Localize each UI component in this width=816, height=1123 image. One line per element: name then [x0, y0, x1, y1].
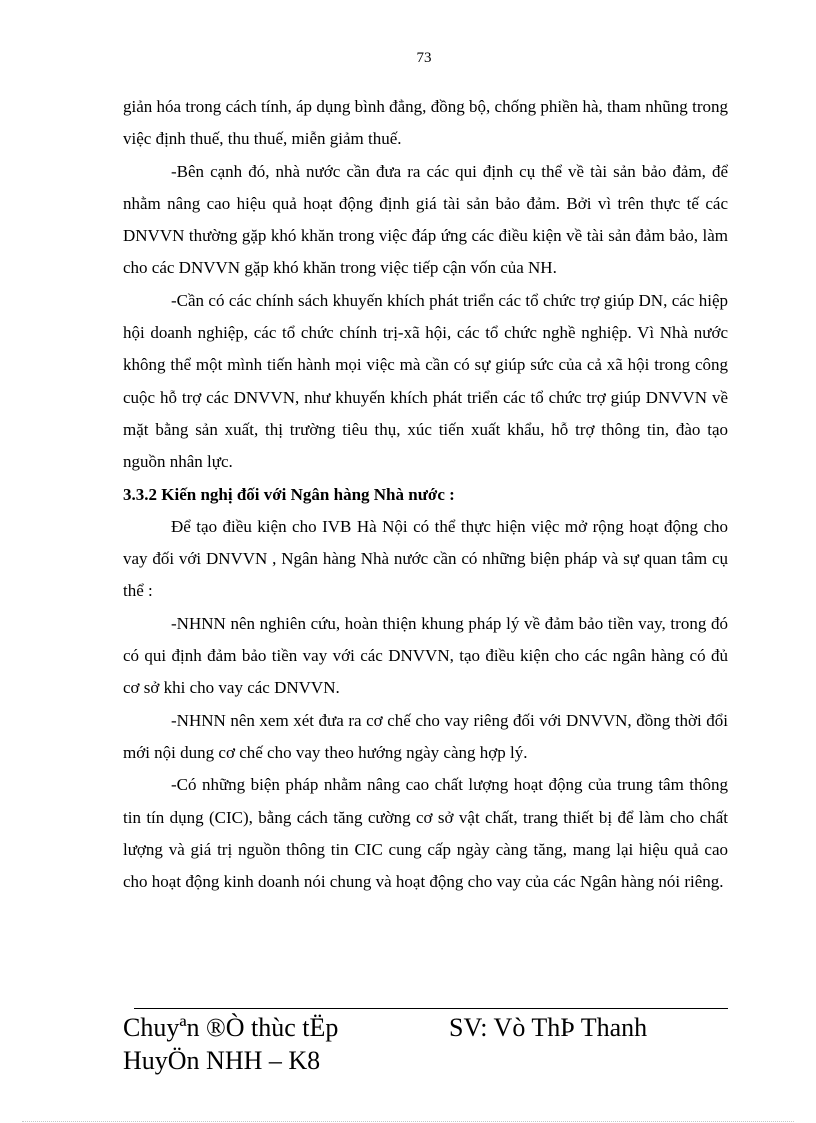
page-bottom-border: [22, 1121, 794, 1122]
paragraph-lending-mechanism: -NHNN nên xem xét đưa ra cơ chế cho vay riêng đối với DNVVN, đồng thời đổi mới nội dung cơ chế cho vay theo hướng ngày càng hợp lý.: [123, 710, 728, 762]
page-number: 73: [416, 50, 432, 66]
section-heading: 3.3.2 Kiến nghị đối với Ngân hàng Nhà nước :: [123, 484, 455, 504]
paragraph-collateral-regulation: -Bên cạnh đó, nhà nước cần đưa ra các qui định cụ thể về tài sản bảo đảm, để nhằm nâng cao hiệu quả hoạt động định giá tài sản bảo đảm. Bởi vì trên thực tế các DNVVN thường gặp khó khăn trong việc đáp ứng các điều kiện về tài sản đảm bảo, làm cho các DNVVN gặp khó khăn trong việc tiếp cận vốn của NH.: [123, 161, 728, 278]
footer-student: SV: Vò ThÞ Thanh: [449, 1013, 648, 1042]
paragraph-cic-quality: -Có những biện pháp nhằm nâng cao chất lượng hoạt động của trung tâm thông tin tín dụng (CIC), bằng cách tăng cường cơ sở vật chất, trang thiết bị để làm cho chất lượng và giá trị nguồn thông tin CIC cung cấp ngày càng tăng, mang lại hiệu quả cao cho hoạt động kinh doanh nói chung và hoạt động cho vay của các Ngân hàng nói riêng.: [123, 775, 728, 892]
paragraph-tax-simplification: giản hóa trong cách tính, áp dụng bình đẳng, đồng bộ, chống phiền hà, tham nhũng trong việc định thuế, thu thuế, miễn giảm thuế.: [123, 97, 728, 149]
paragraph-legal-framework: -NHNN nên nghiên cứu, hoàn thiện khung pháp lý về đảm bảo tiền vay, trong đó có qui định đảm bảo tiền vay với các DNVVN, tạo điều kiện cho các ngân hàng có đủ cơ sở khi cho vay các DNVVN.: [123, 613, 728, 698]
footer-topic: Chuyªn ®Ò thùc tËp: [123, 1013, 339, 1042]
document-body: [123, 91, 728, 898]
footer-divider: [134, 1008, 728, 1009]
paragraph-state-bank-intro: Để tạo điều kiện cho IVB Hà Nội có thể thực hiện việc mở rộng hoạt động cho vay đối với DNVVN , Ngân hàng Nhà nước cần có những biện pháp và sự quan tâm cụ thể :: [123, 516, 728, 601]
footer-class: HuyÖn NHH – K8: [123, 1046, 321, 1075]
paragraph-support-organizations: -Cần có các chính sách khuyến khích phát triển các tổ chức trợ giúp DN, các hiệp hội doanh nghiệp, các tổ chức chính trị-xã hội, các tổ chức nghề nghiệp. Vì Nhà nước không thể một mình tiến hành mọi việc mà cần có sự giúp sức của cả xã hội trong công cuộc hỗ trợ các DNVVN, như khuyến khích phát triển các tổ chức trợ giúp DNVVN về mặt bằng sản xuất, thị trường tiêu thụ, xúc tiến xuất khẩu, hỗ trợ thông tin, đào tạo nguồn nhân lực.: [123, 290, 728, 472]
